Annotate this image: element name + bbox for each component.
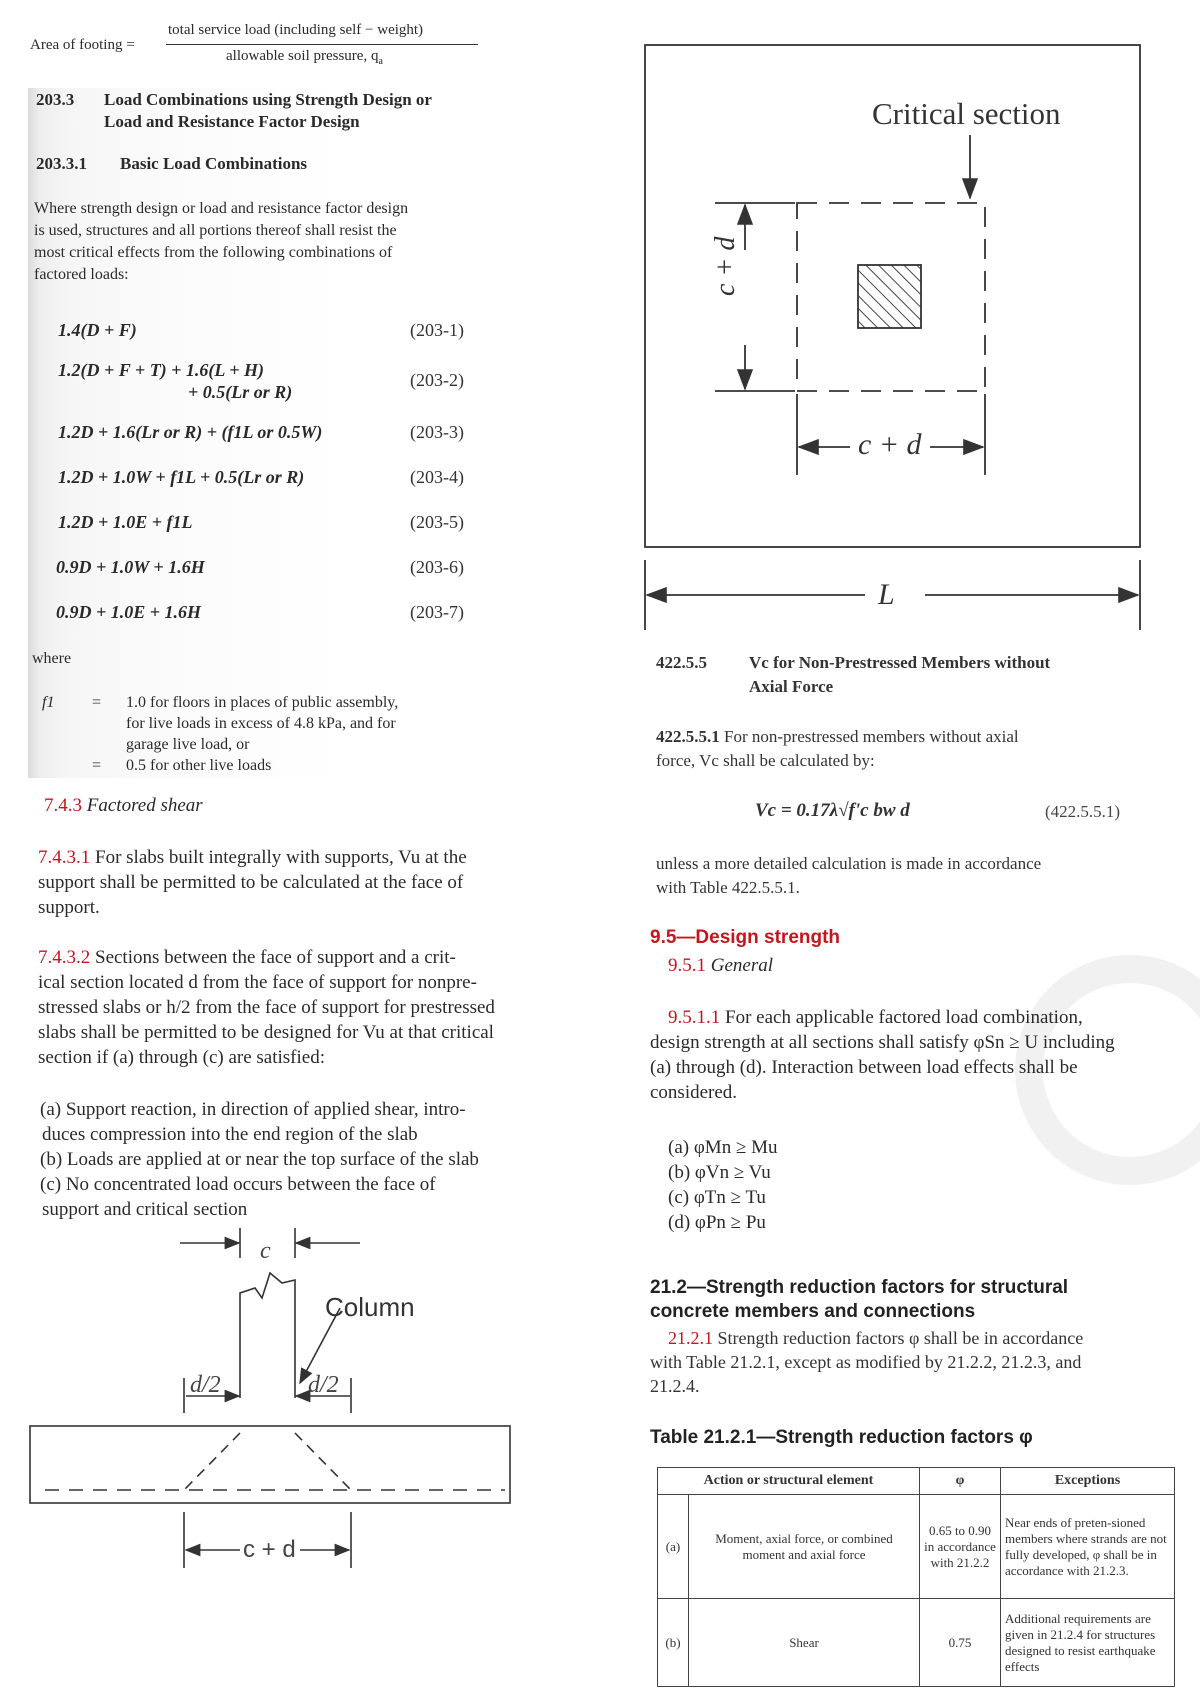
condition-item: support and critical section	[42, 1199, 248, 1220]
table-21-2-1-caption: Table 21.2.1—Strength reduction factors φ	[650, 1427, 1033, 1448]
footing-cd-label: c + d	[243, 1536, 296, 1563]
condition-item: (c) No concentrated load occurs between the face of	[40, 1174, 436, 1195]
section-422-5-5-title: Vc for Non-Prestressed Members without	[749, 653, 1051, 672]
strength-check-item: (d) φPn ≥ Pu	[668, 1212, 766, 1233]
section-9-5-1-1: 9.5.1.1 For each applicable factored load combination, design strength at all sections shall satisfy φSn ≥ U including (a) through (d). Interaction between load effects shall be considered.	[650, 1007, 1115, 1103]
f1-definition-1: 1.0 for floors in places of public assembly, for live loads in excess of 4.8 kPa, and for garage live load, or	[126, 694, 399, 753]
section-21-2-heading: 21.2—Strength reduction factors for structural concrete members and connections	[650, 1277, 1069, 1322]
condition-item: duces compression into the end region of the slab	[42, 1124, 418, 1145]
table-row: (a) Moment, axial force, or combined moment and axial force 0.65 to 0.90 in accordance with 21.2.2 Near ends of preten-sioned members where strands are not fully developed, φ shall be in accordance with 21.2.3.	[658, 1495, 1175, 1599]
section-7-4-3-1: 7.4.3.1 For slabs built integrally with supports, Vu at the support shall be permitted to be calculated at the face of support.	[38, 847, 467, 918]
combo-eq-number: (203-6)	[410, 557, 464, 577]
combo-eq-number: (203-7)	[410, 602, 464, 622]
combo-eq-number: (203-4)	[410, 467, 464, 487]
combo-expr-cont: + 0.5(Lr or R)	[188, 382, 293, 402]
combo-expr: 0.9D + 1.0W + 1.6H	[56, 557, 205, 577]
formula-lhs: Area of footing =	[30, 37, 135, 53]
condition-item: (a) Support reaction, in direction of applied shear, intro-	[40, 1099, 466, 1120]
where-label: where	[32, 650, 72, 667]
section-7-4-3-2: 7.4.3.2 Sections between the face of support and a crit- ical section located d from the face of support for nonpre- stressed slabs or h/2 from the face of support for prestressed slabs shall be permitted to be designed for Vu at that critical section if (a) through (c) are satisfied:	[38, 947, 495, 1068]
load-combinations	[58, 320, 488, 630]
section-203-3-1-title: Basic Load Combinations	[120, 154, 308, 173]
footing-section-diagram	[0, 1228, 540, 1638]
combo-expr: 1.2D + 1.0E + f1L	[58, 512, 193, 532]
strength-check-item: (c) φTn ≥ Tu	[668, 1187, 766, 1208]
combo-eq-number: (203-2)	[410, 370, 464, 390]
d-half-left-label: d/2	[190, 1372, 221, 1398]
column-label: Column	[325, 1292, 415, 1322]
plan-L-label: L	[878, 578, 895, 611]
section-7-4-3-title: Factored shear	[86, 795, 203, 816]
combo-eq-number: (203-1)	[410, 320, 464, 340]
section-422-5-5-1-after: unless a more detailed calculation is made in accordance with Table 422.5.5.1.	[656, 854, 1042, 897]
header-phi: φ	[920, 1468, 1001, 1495]
plan-cd-vertical-label: c + d	[710, 236, 741, 296]
footing-area-formula	[30, 22, 490, 72]
vc-formula-eq-number: (422.5.5.1)	[1045, 802, 1121, 821]
section-21-2-1: 21.2.1 Strength reduction factors φ shall be in accordance with Table 21.2.1, except as modified by 21.2.2, 21.2.3, and 21.2.4.	[650, 1328, 1084, 1396]
combo-expr: 0.9D + 1.0E + 1.6H	[56, 602, 202, 622]
table-row: (b) Shear 0.75 Additional requirements are given in 21.2.4 for structures designed to resist earthquake effects	[658, 1599, 1175, 1687]
section-203-3-title: Load Combinations using Strength Design or	[104, 90, 432, 109]
strength-check-item: (a) φMn ≥ Mu	[668, 1137, 778, 1158]
combo-eq-number: (203-5)	[410, 512, 464, 532]
f1-definition-2: 0.5 for other live loads	[126, 757, 272, 774]
section-9-5-heading: 9.5—Design strength	[650, 927, 841, 948]
vc-formula: Vc = 0.17λ√f'c bw d	[755, 800, 910, 821]
header-element: Action or structural element	[658, 1468, 920, 1495]
combo-expr: 1.4(D + F)	[58, 320, 137, 340]
section-422-5-5-1: 422.5.5.1 For non-prestressed members without axial force, Vc shall be calculated by:	[656, 727, 1019, 770]
formula-numerator: total service load (including self − weight)	[168, 22, 424, 38]
plan-cd-horizontal-label: c + d	[858, 428, 922, 461]
footing-c-label: c	[260, 1238, 271, 1264]
combo-expr: 1.2(D + F + T) + 1.6(L + H)	[58, 360, 265, 380]
f1-symbol: f1	[42, 694, 55, 711]
section-203-3-1-body: Where strength design or load and resistance factor design is used, structures and all portions thereof shall resist the most critical effects from the following combinations of factored loads:	[34, 200, 409, 283]
d-half-right-label: d/2	[308, 1372, 339, 1398]
strength-check-item: (b) φVn ≥ Vu	[668, 1162, 771, 1183]
strength-checks	[668, 1135, 778, 1235]
formula-denominator: allowable soil pressure, $q_a$	[226, 48, 383, 67]
section-9-5-1-title: General	[710, 955, 774, 976]
section-9-5-1: 9.5.1 General	[668, 955, 774, 976]
conditions-list	[40, 1097, 535, 1222]
header-exceptions: Exceptions	[1001, 1468, 1175, 1495]
where-clause: where f1 = 1.0 for floors in places of public assembly, for live loads in excess of 4.8 kPa, and for garage live load, or = 0.5 for other live loads	[30, 648, 490, 773]
combo-expr: 1.2D + 1.6(Lr or R) + (f1L or 0.5W)	[58, 422, 323, 442]
critical-section-label: Critical section	[872, 96, 1061, 131]
section-7-4-3: 7.4.3 Factored shear	[44, 795, 203, 816]
combo-expr: 1.2D + 1.0W + f1L + 0.5(Lr or R)	[58, 467, 305, 487]
combo-eq-number: (203-3)	[410, 422, 464, 442]
condition-item: (b) Loads are applied at or near the top surface of the slab	[40, 1149, 479, 1170]
strength-reduction-table	[657, 1467, 1175, 1687]
